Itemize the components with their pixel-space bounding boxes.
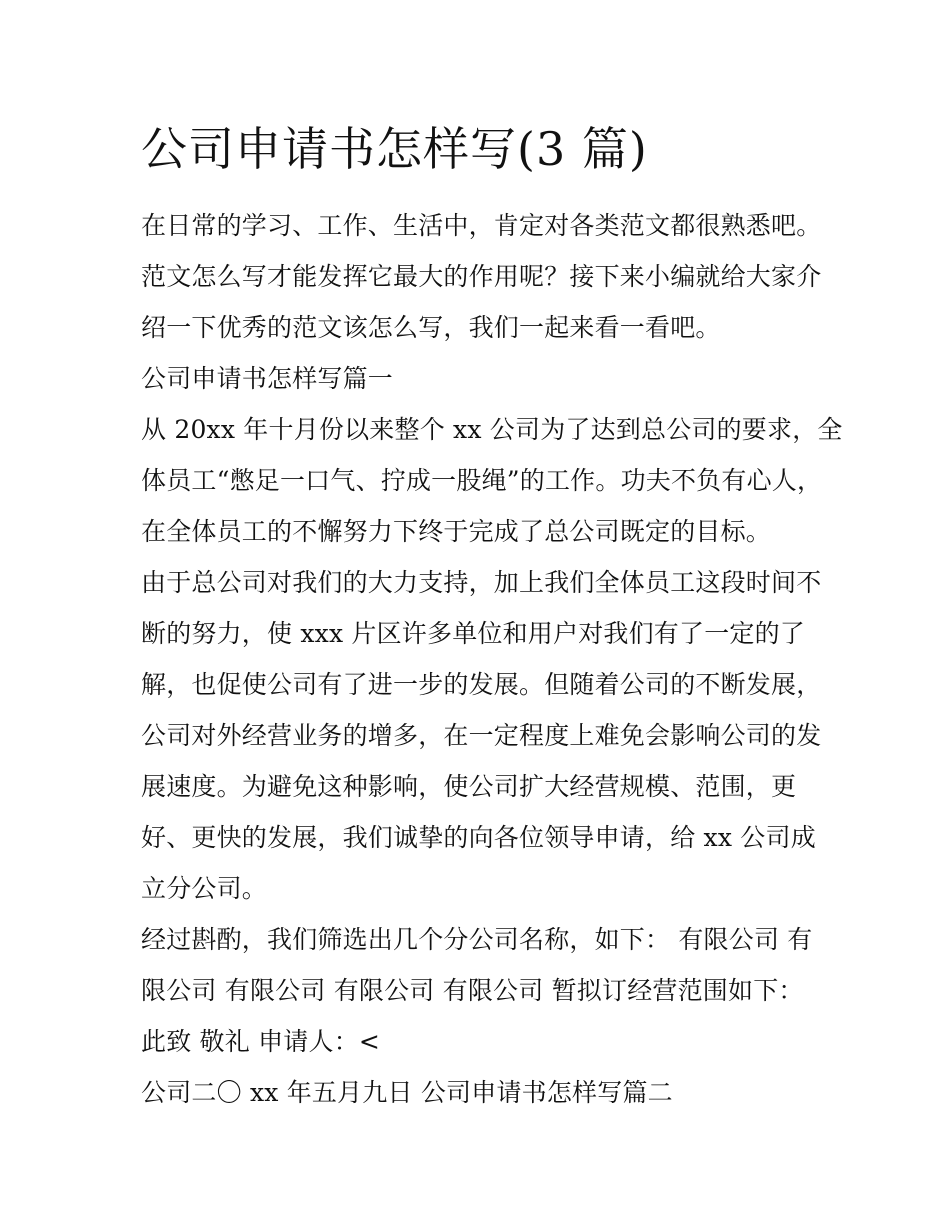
date-line: 公司二〇 xx 年五月九日 公司申请书怎样写篇二: [141, 1078, 673, 1107]
closing-line: 此致 敬礼 申请人：<: [141, 1027, 381, 1056]
body-line-11: 经过斟酌，我们筛选出几个分公司名称，如下： 有限公司 有: [141, 925, 813, 954]
body-line-5: 断的努力，使 xxx 片区许多单位和用户对我们有了一定的了: [141, 619, 805, 648]
body-line-3: 在全体员工的不懈努力下终于完成了总公司既定的目标。: [141, 517, 772, 546]
body-line-6: 解，也促使公司有了进一步的发展。但随着公司的不断发展，: [141, 670, 822, 699]
intro-line-2: 范文怎么写才能发挥它最大的作用呢？接下来小编就给大家介: [141, 262, 822, 291]
section-heading-1: 公司申请书怎样写篇一: [141, 364, 394, 393]
body-line-12: 限公司 有限公司 有限公司 有限公司 暂拟订经营范围如下：: [141, 976, 804, 1005]
document-content: [141, 118, 843, 1118]
body-line-8: 展速度。为避免这种影响，使公司扩大经营规模、范围，更: [141, 772, 797, 801]
intro-line-3: 绍一下优秀的范文该怎么写，我们一起来看一看吧。: [141, 313, 721, 342]
body-line-9: 好、更快的发展，我们诚挚的向各位领导申请，给 xx 公司成: [141, 823, 816, 852]
body-line-1: 从 20xx 年十月份以来整个 xx 公司为了达到总公司的要求，全: [141, 415, 843, 444]
body-line-7: 公司对外经营业务的增多，在一定程度上难免会影响公司的发: [141, 721, 822, 750]
body-line-2: 体员工“憋足一口气、拧成一股绳”的工作。功夫不负有心人，: [141, 466, 823, 495]
intro-line-1: 在日常的学习、工作、生活中，肯定对各类范文都很熟悉吧。: [141, 211, 822, 240]
document-title: 公司申请书怎样写(3 篇): [141, 122, 648, 176]
body-line-4: 由于总公司对我们的大力支持，加上我们全体员工这段时间不: [141, 568, 822, 597]
body-line-10: 立分公司。: [141, 874, 268, 903]
